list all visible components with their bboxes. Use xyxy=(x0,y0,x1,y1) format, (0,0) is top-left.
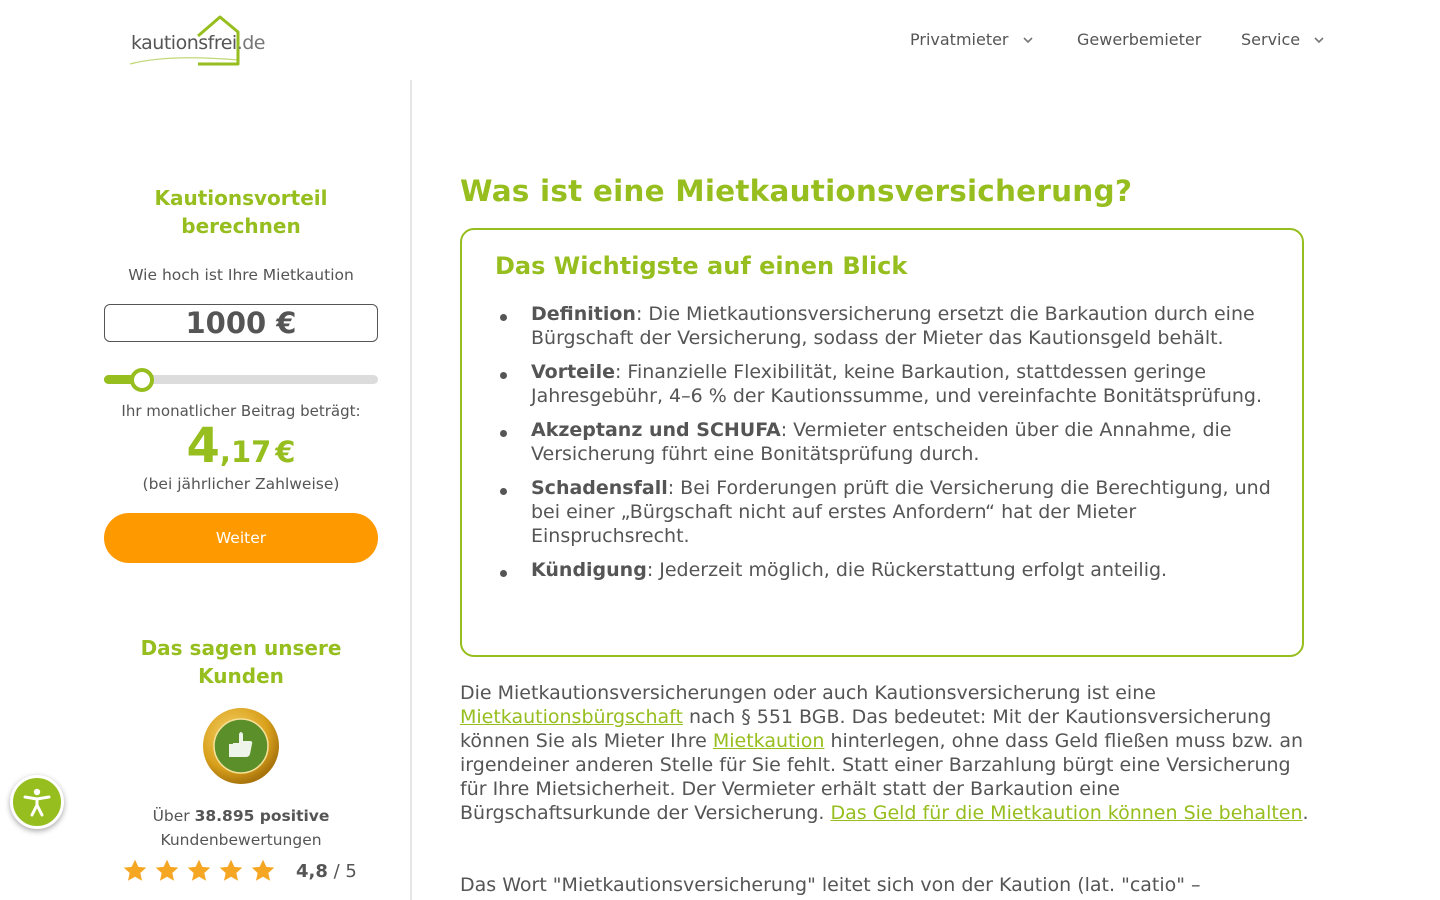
nav-privatmieter[interactable] xyxy=(910,30,1035,49)
nav-label: Service xyxy=(1241,30,1301,49)
list-item: Vorteile: Finanzielle Flexibilität, keine Barkaution, stattdessen geringe Jahresgebühr, 4–6 % der Kautionssumme, und vereinfachte Bonitätsprüfung. xyxy=(495,360,1275,408)
list-item: Schadensfall: Bei Forderungen prüft die Versicherung die Berechtigung, und bei einer „Bürgschaft nicht auf erstes Anfordern“ hat der Mieter Einspruchsrecht. xyxy=(495,476,1275,548)
link-geld-behalten[interactable]: Das Geld für die Mietkaution können Sie behalten xyxy=(830,802,1303,824)
rating-value: 4,8 / 5 xyxy=(296,861,357,882)
monthly-label: Ihr monatlicher Beitrag beträgt: xyxy=(121,402,361,420)
star-icon xyxy=(250,858,276,884)
price-cents: ,17 xyxy=(219,435,272,469)
link-mietkautionsbuergschaft[interactable]: Mietkautionsbürgschaft xyxy=(460,706,683,728)
etymology-paragraph: Das Wort "Mietkautionsversicherung" leitet sich von der Kaution (lat. "catio" – xyxy=(460,874,1201,896)
chevron-down-icon xyxy=(1021,33,1035,47)
weiter-button[interactable]: Weiter xyxy=(104,513,378,563)
summary-box xyxy=(460,228,1304,657)
bullet-icon xyxy=(500,314,507,321)
calculator-question: Wie hoch ist Ihre Mietkaution xyxy=(128,266,354,284)
slider-handle[interactable] xyxy=(130,368,154,392)
logo-tld: .de xyxy=(236,32,265,54)
price-whole: 4 xyxy=(186,418,220,474)
payment-note: (bei jährlicher Zahlweise) xyxy=(142,475,340,493)
bullet-icon xyxy=(500,430,507,437)
star-icon xyxy=(218,858,244,884)
accessibility-button[interactable] xyxy=(10,775,64,829)
list-item: Akzeptanz und SCHUFA: Vermieter entscheiden über die Annahme, die Versicherung führt eine Bonitätsprüfung durch. xyxy=(495,418,1275,466)
calculator-title: Kautionsvorteil berechnen xyxy=(154,186,328,238)
star-icon xyxy=(186,858,212,884)
list-item: Kündigung: Jederzeit möglich, die Rückerstattung erfolgt anteilig. xyxy=(495,558,1275,582)
nav-label: Privatmieter xyxy=(910,30,1009,49)
list-item: Definition: Die Mietkautionsversicherung ersetzt die Barkaution durch eine Bürgschaft der Versicherung, sodass der Mieter das Kautionsgeld behält. xyxy=(495,302,1275,350)
summary-list xyxy=(495,302,1275,592)
site-header xyxy=(0,0,1440,80)
nav-label: Gewerbemieter xyxy=(1077,30,1202,49)
star-icon xyxy=(122,858,148,884)
bullet-icon xyxy=(500,570,507,577)
deposit-amount-input[interactable] xyxy=(104,304,378,342)
accessibility-icon xyxy=(22,787,52,817)
bullet-icon xyxy=(500,488,507,495)
logo-text: kautionsfrei xyxy=(131,32,237,54)
reviews-count-number: 38.895 positive xyxy=(194,807,330,825)
page-title: Was ist eine Mietkautionsversicherung? xyxy=(460,174,1133,208)
ekomi-seal-icon[interactable] xyxy=(202,707,280,785)
intro-paragraph: Die Mietkautionsversicherungen oder auch Kautionsversicherung ist eine Mietkautionsbürgschaft nach § 551 BGB. Das bedeutet: Mit der Kautionsversicherung können Sie als Mieter Ihre Mietkaution hinterlegen, ohne dass Geld fließen muss bzw. an irgendeiner anderen Stelle für Sie fehlt. Statt einer Barzahlung bürgt eine Versicherung für Ihre Mietsicherheit. Der Vermieter erhält statt der Barkaution eine Bürgschaftsurkunde der Versicherung. Das Geld für die Mietkaution können Sie behalten. xyxy=(460,682,1309,824)
star-icon xyxy=(154,858,180,884)
price-currency: € xyxy=(275,435,296,469)
nav-gewerbemieter[interactable] xyxy=(1077,30,1201,49)
reviews-count: Über 38.895 positive Kundenbewertungen xyxy=(152,807,330,849)
rating-stars xyxy=(122,858,282,884)
summary-title: Das Wichtigste auf einen Blick xyxy=(495,252,908,280)
link-mietkaution[interactable]: Mietkaution xyxy=(712,730,825,752)
bullet-icon xyxy=(500,372,507,379)
site-logo[interactable] xyxy=(128,14,268,68)
sidebar-divider xyxy=(410,80,412,900)
monthly-price xyxy=(104,418,378,474)
reviews-title: Das sagen unsere Kunden xyxy=(140,636,342,688)
nav-service[interactable] xyxy=(1241,30,1326,49)
chevron-down-icon xyxy=(1312,33,1326,47)
